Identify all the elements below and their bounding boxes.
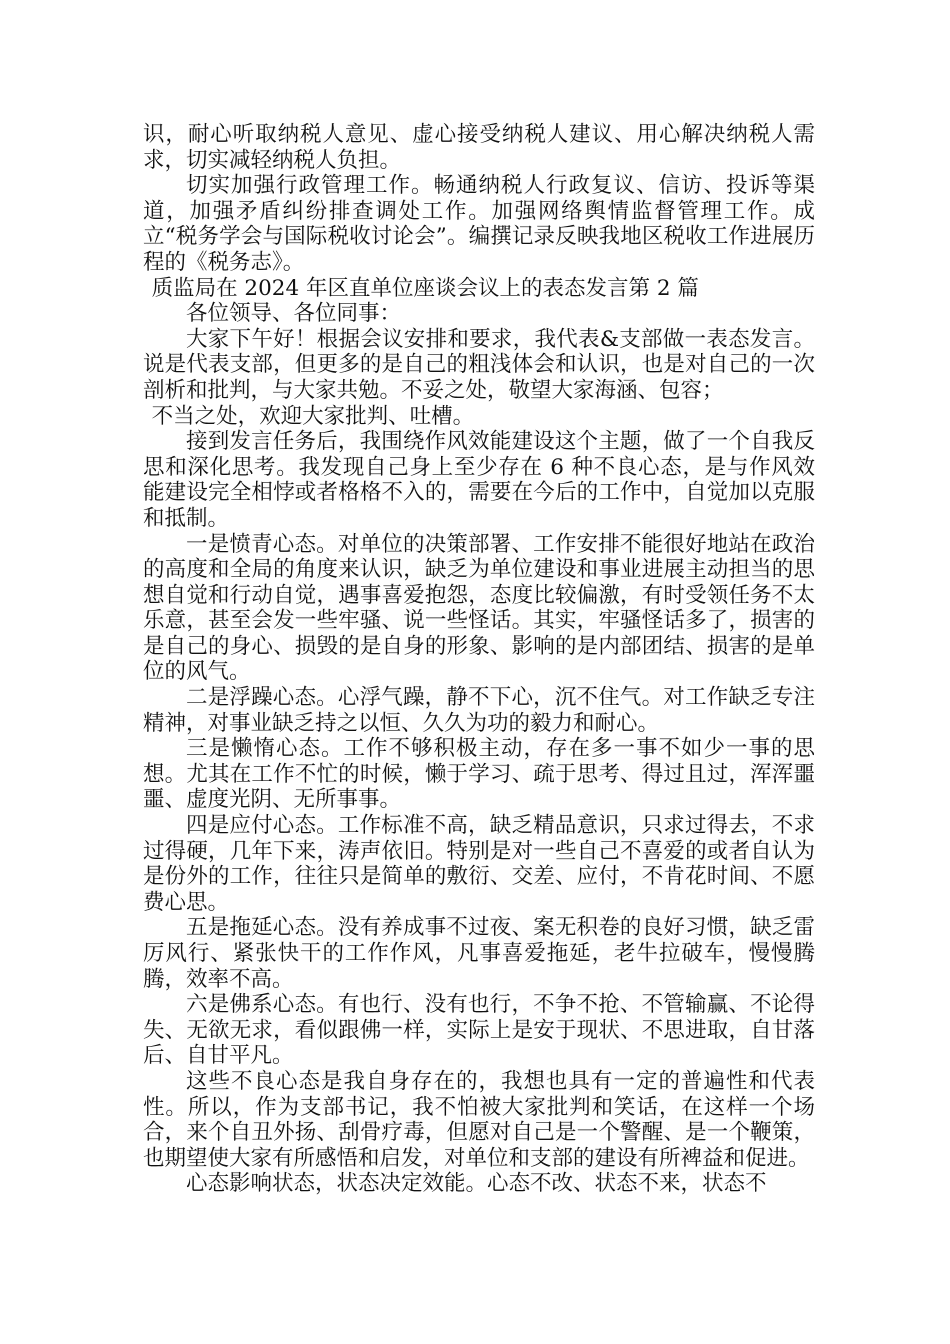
paragraph-mindset-2: 二是浮躁心态。心浮气躁，静不下心，沉不住气。对工作缺乏专注精神，对事业缺乏持之以恒、久久为功的毅力和耐心。 [143, 685, 815, 736]
paragraph-opening-tail: 不当之处，欢迎大家批判、吐槽。 [151, 403, 475, 429]
document-page [143, 122, 815, 1197]
section-heading: 质监局在 2024 年区直单位座谈会议上的表态发言第 2 篇 [151, 275, 699, 301]
paragraph-opening: 大家下午好！根据会议安排和要求，我代表&支部做一表态发言。说是代表支部，但更多的是自己的粗浅体会和认识，也是对自己的一次剖析和批判，与大家共勉。不妥之处，敬望大家海涵、包容； [143, 326, 815, 403]
paragraph-admin-work: 切实加强行政管理工作。畅通纳税人行政复议、信访、投诉等渠道，加强矛盾纠纷排查调处工作。加强网络舆情监督管理工作。成立“税务学会与国际税收讨论会”。编撰记录反映我地区税收工作进展历程的《税务志》。 [143, 173, 815, 275]
paragraph-mindset-4: 四是应付心态。工作标准不高，缺乏精品意识，只求过得去，不求过得硬，几年下来，涛声依旧。特别是对一些自己不喜爱的或者自认为是份外的工作，往往只是简单的敷衍、交差、应付，不肯花时间、不愿费心思。 [143, 813, 815, 915]
paragraph-mindset-3: 三是懒惰心态。工作不够积极主动，存在多一事不如少一事的思想。尤其在工作不忙的时候，懒于学习、疏于思考、得过且过，浑浑噩噩、虚度光阴、无所事事。 [143, 736, 815, 813]
paragraph-closing: 心态影响状态，状态决定效能。心态不改、状态不来，状态不 [186, 1171, 767, 1197]
paragraph-reflection: 接到发言任务后，我围绕作风效能建设这个主题，做了一个自我反思和深化思考。我发现自己身上至少存在 6 种不良心态，是与作风效能建设完全相悖或者格格不入的，需要在今后的工作中，自觉加以克服和抵制。 [143, 429, 815, 531]
paragraph-summary: 这些不良心态是我自身存在的，我想也具有一定的普遍性和代表性。所以，作为支部书记，我不怕被大家批判和笑话，在这样一个场合，来个自丑外扬、刮骨疗毒，但愿对自己是一个警醒、是一个鞭策，也期望使大家有所感悟和启发，对单位和支部的建设有所裨益和促进。 [143, 1068, 815, 1171]
salutation: 各位领导、各位同事： [186, 301, 402, 327]
paragraph-mindset-5: 五是拖延心态。没有养成事不过夜、案无积卷的良好习惯，缺乏雷厉风行、紧张快干的工作作风，凡事喜爱拖延，老牛拉破车，慢慢腾腾，效率不高。 [143, 915, 815, 992]
paragraph-continuation: 识，耐心听取纳税人意见、虚心接受纳税人建议、用心解决纳税人需求，切实减轻纳税人负担。 [143, 122, 815, 173]
paragraph-mindset-6: 六是佛系心态。有也行、没有也行，不争不抢、不管输赢、不论得失、无欲无求，看似跟佛一样，实际上是安于现状、不思进取，自甘落后、自甘平凡。 [143, 992, 815, 1069]
paragraph-mindset-1: 一是愤青心态。对单位的决策部署、工作安排不能很好地站在政治的高度和全局的角度来认识，缺乏为单位建设和事业进展主动担当的思想自觉和行动自觉，遇事喜爱抱怨，态度比较偏激，有时受领任务不太乐意，甚至会发一些牢骚、说一些怪话。其实，牢骚怪话多了，损害的是自己的身心、损毁的是自身的形象、影响的是内部团结、损害的是单位的风气。 [143, 531, 815, 685]
